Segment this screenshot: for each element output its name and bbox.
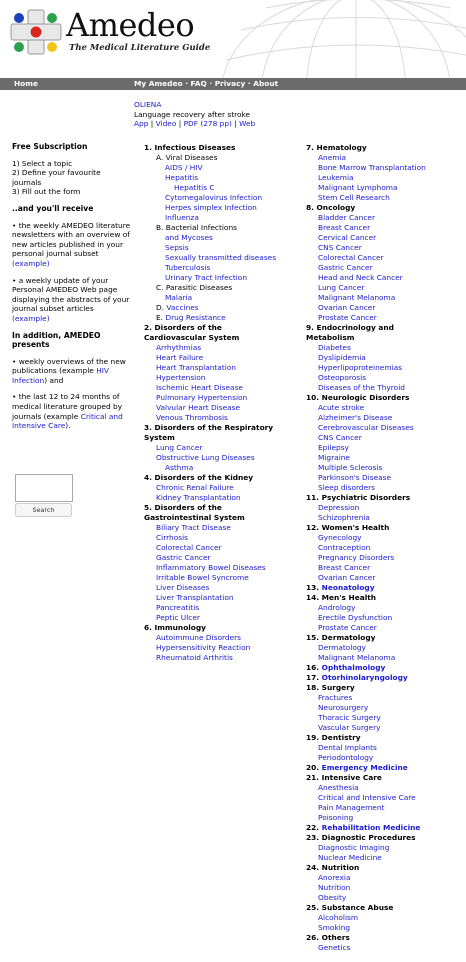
topic-category: 18. Surgery [306, 683, 355, 692]
topic-link-cirrhosis[interactable]: Cirrhosis [156, 533, 188, 542]
hiv-example-link[interactable]: HIV Infection [12, 366, 109, 385]
topic-link-ovarian-cancer[interactable]: Ovarian Cancer [318, 303, 376, 312]
category-number: 22. [306, 823, 322, 832]
topic-link-hypertension[interactable]: Hypertension [156, 373, 206, 382]
topic-link-urinary-tract-infection[interactable]: Urinary Tract Infection [165, 273, 248, 282]
topic-link-hepatitis[interactable]: Hepatitis [165, 173, 199, 182]
topic-link-obesity[interactable]: Obesity [318, 893, 347, 902]
overviews-text-end: ) and [44, 375, 64, 385]
category-number: 20. [306, 763, 322, 772]
topic-link-acute-stroke[interactable]: Acute stroke [318, 403, 365, 412]
addition-heading: In addition, AMEDEO presents [12, 330, 101, 350]
topic-category: 5. Disorders of the [144, 503, 222, 512]
topic-link-biliary-tract-disease[interactable]: Biliary Tract Disease [156, 523, 231, 532]
topic-category: 23. Diagnostic Procedures [306, 833, 416, 842]
topic-link-liver-diseases[interactable]: Liver Diseases [156, 583, 210, 592]
topic-link-leukemia[interactable]: Leukemia [318, 173, 354, 182]
topic-link-neonatology[interactable]: Neonatology [321, 583, 375, 592]
topic-category: 2. Disorders of the [144, 323, 222, 332]
topic-category: 15. Dermatology [306, 633, 376, 642]
topic-link-dental-implants[interactable]: Dental Implants [318, 743, 377, 752]
journals-text: • the last 12 to 24 months of medical literature grouped by journals (example [12, 392, 123, 421]
topic-category: 10. Neurologic Disorders [306, 393, 410, 402]
journals-text-end: ). [65, 421, 71, 431]
topic-category: 26. Others [306, 933, 350, 942]
topic-link-pancreatitis[interactable]: Pancreatitis [156, 603, 200, 612]
search-button[interactable]: Search [15, 503, 72, 517]
topic-link-vascular-surgery[interactable]: Vascular Surgery [318, 723, 381, 732]
logo-wordmark: Amedeo [66, 6, 195, 44]
topic-link-anorexia[interactable]: Anorexia [318, 873, 351, 882]
topic-link-hepatitis-c[interactable]: Hepatitis C [174, 183, 215, 192]
topic-link-schizophrenia[interactable]: Schizophrenia [318, 513, 370, 522]
topic-link-thoracic-surgery[interactable]: Thoracic Surgery [318, 713, 381, 722]
nav-bar [0, 78, 466, 90]
step-1: 1) Select a topic [12, 158, 73, 168]
topic-category: 25. Substance Abuse [306, 903, 394, 912]
topic-link-diseases-of-the-thyroid[interactable]: Diseases of the Thyroid [318, 383, 405, 392]
article-link-video[interactable]: Video [155, 119, 177, 129]
nav-link-about[interactable]: About [253, 79, 279, 88]
topic-category: 12. Women's Health [306, 523, 390, 532]
topic-link-vaccines[interactable]: Vaccines [166, 303, 199, 312]
topic-link-colorectal-cancer[interactable]: Colorectal Cancer [156, 543, 222, 552]
category-number: 13. [306, 583, 322, 592]
nav-link-faq[interactable]: FAQ [190, 79, 207, 88]
topic-column-1 [144, 143, 304, 663]
topic-link-periodontology[interactable]: Periodontology [318, 753, 374, 762]
topic-link-stem-cell-research[interactable]: Stem Cell Research [318, 193, 390, 202]
article-link-separator: | [231, 119, 240, 129]
topic-category: Cardiovascular System [144, 333, 240, 342]
topic-column-2 [306, 143, 466, 953]
topic-link-nuclear-medicine[interactable]: Nuclear Medicine [318, 853, 382, 862]
topic-link-sepsis[interactable]: Sepsis [165, 243, 189, 252]
topic-link-herpes-simplex-infection[interactable]: Herpes simplex Infection [165, 203, 257, 212]
topic-link-breast-cancer[interactable]: Breast Cancer [318, 223, 371, 232]
topic-subgroup [144, 313, 304, 323]
topic-link-breast-cancer[interactable]: Breast Cancer [318, 563, 371, 572]
webpage-example-link[interactable]: (example) [12, 313, 50, 323]
topic-category [306, 763, 466, 773]
logo-tagline: The Medical Literature Guide [69, 43, 211, 53]
topic-link-cns-cancer[interactable]: CNS Cancer [318, 243, 362, 252]
topic-link-pulmonary-hypertension[interactable]: Pulmonary Hypertension [156, 393, 248, 402]
webpage-bullet [12, 276, 132, 324]
topic-link-liver-transplantation[interactable]: Liver Transplantation [156, 593, 234, 602]
topic-link-parkinson-s-disease[interactable]: Parkinson's Disease [318, 473, 392, 482]
critical-care-example-link[interactable]: Critical and Intensive Care [12, 411, 123, 431]
topic-link-lung-cancer[interactable]: Lung Cancer [318, 283, 365, 292]
topic-link-genetics[interactable]: Genetics [318, 943, 351, 952]
topic-link-andrology[interactable]: Andrology [318, 603, 356, 612]
globe-graphic [206, 0, 466, 78]
logo-cross-icon [8, 8, 64, 56]
topic-link-drug-resistance[interactable]: Drug Resistance [165, 313, 226, 322]
topic-link-rheumatoid-arthritis[interactable]: Rheumatoid Arthritis [156, 653, 233, 662]
article-link-web[interactable]: Web [239, 119, 256, 129]
topic-link-irritable-bowel-syncrome[interactable]: Irritable Bowel Syncrome [156, 573, 249, 582]
topic-category: 11. Psychiatric Disorders [306, 493, 411, 502]
search-input[interactable] [15, 474, 73, 502]
topic-link-gastric-cancer[interactable]: Gastric Cancer [318, 263, 373, 272]
featured-article [134, 100, 255, 129]
topic-category [306, 583, 466, 593]
topic-link-influenza[interactable]: Influenza [165, 213, 199, 222]
topic-link-epilepsy[interactable]: Epilepsy [318, 443, 349, 452]
topic-category: 7. Hematology [306, 143, 367, 152]
article-link-pdf[interactable]: PDF (278 pp) [183, 119, 232, 129]
topic-link-malignant-melanoma[interactable]: Malignant Melanoma [318, 293, 396, 302]
topic-link-migraine[interactable]: Migraine [318, 453, 350, 462]
topic-link-cerebrovascular-diseases[interactable]: Cerebrovascular Diseases [318, 423, 414, 432]
topic-link-ophthalmology[interactable]: Ophthalmology [321, 663, 386, 672]
topic-category [306, 673, 466, 683]
topic-link-asthma[interactable]: Asthma [165, 463, 194, 472]
nav-separator: · [206, 79, 215, 88]
topic-link-anesthesia[interactable]: Anesthesia [318, 783, 359, 792]
topic-link-osteoporosis[interactable]: Osteoporosis [318, 373, 366, 382]
topic-category: 19. Dentistry [306, 733, 361, 742]
topic-link-obstructive-lung-diseases[interactable]: Obstructive Lung Diseases [156, 453, 255, 462]
category-number: 17. [306, 673, 322, 682]
topic-link-nutrition[interactable]: Nutrition [318, 883, 351, 892]
topic-link-bladder-cancer[interactable]: Bladder Cancer [318, 213, 375, 222]
overviews-text: • weekly overviews of the new publications (example [12, 356, 126, 376]
topic-link-emergency-medicine[interactable]: Emergency Medicine [321, 763, 408, 772]
topic-category: Metabolism [306, 333, 355, 342]
receive-heading: ..and you'll receive [12, 203, 94, 213]
header [0, 0, 466, 78]
topic-link-contraception[interactable]: Contraception [318, 543, 371, 552]
topic-link-aids-hiv[interactable]: AIDS / HIV [165, 163, 203, 172]
topic-link-depression[interactable]: Depression [318, 503, 360, 512]
topic-link-venous-thrombosis[interactable]: Venous Thrombosis [156, 413, 228, 422]
topic-link-smoking[interactable]: Smoking [318, 923, 351, 932]
topic-link-dermatology[interactable]: Dermatology [318, 643, 366, 652]
topic-link-gynecology[interactable]: Gynecology [318, 533, 362, 542]
newsletter-example-link[interactable]: (example) [12, 258, 50, 268]
category-number: 16. [306, 663, 322, 672]
topic-link-erectile-dysfunction[interactable]: Erectile Dysfunction [318, 613, 393, 622]
topic-category: 8. Oncology [306, 203, 356, 212]
overviews-bullet [12, 357, 132, 386]
topic-link-lung-cancer[interactable]: Lung Cancer [156, 443, 203, 452]
topic-category: 1. Infectious Diseases [144, 143, 236, 152]
topic-link-malignant-lymphoma[interactable]: Malignant Lymphoma [318, 183, 398, 192]
topic-link-rehabilitation-medicine[interactable]: Rehabilitation Medicine [321, 823, 421, 832]
topic-link-poisoning[interactable]: Poisoning [318, 813, 354, 822]
topic-category: 21. Intensive Care [306, 773, 382, 782]
topic-link-head-and-neck-cancer[interactable]: Head and Neck Cancer [318, 273, 403, 282]
topic-subgroup [144, 303, 304, 313]
topic-link-ischemic-heart-disease[interactable]: Ischemic Heart Disease [156, 383, 243, 392]
topic-link-valvular-heart-disease[interactable]: Valvular Heart Disease [156, 403, 241, 412]
step-2: 2) Define your favourite journals [12, 168, 101, 187]
topic-link-and-mycoses[interactable]: and Mycoses [165, 233, 213, 242]
topic-link-anemia[interactable]: Anemia [318, 153, 347, 162]
topic-link-colorectal-cancer[interactable]: Colorectal Cancer [318, 253, 384, 262]
nav-link-privacy[interactable]: Privacy [214, 79, 246, 88]
topic-category: 3. Disorders of the Respiratory [144, 423, 274, 432]
topic-link-hyperlipoproteinemias[interactable]: Hyperlipoproteinemias [318, 363, 402, 372]
topic-link-dyslipidemia[interactable]: Dyslipidemia [318, 353, 366, 362]
topic-link-tuberculosis[interactable]: Tuberculosis [165, 263, 211, 272]
topic-link-diagnostic-imaging[interactable]: Diagnostic Imaging [318, 843, 390, 852]
article-link-separator: | [176, 119, 184, 129]
article-subtitle: Language recovery after stroke [134, 109, 251, 119]
topic-link-heart-failure[interactable]: Heart Failure [156, 353, 204, 362]
topic-category: System [144, 433, 175, 442]
topic-link-pregnancy-disorders[interactable]: Pregnancy Disorders [318, 553, 395, 562]
topic-link-cytomegalovirus-infection[interactable]: Cytomegalovirus Infection [165, 193, 263, 202]
topic-link-multiple-sclerosis[interactable]: Multiple Sclerosis [318, 463, 383, 472]
topic-subgroup: A. Viral Diseases [156, 153, 218, 162]
subgroup-letter: E. [156, 313, 166, 322]
topic-link-heart-transplantation[interactable]: Heart Transplantation [156, 363, 236, 372]
topic-link-prostate-cancer[interactable]: Prostate Cancer [318, 313, 377, 322]
topic-link-malignant-melanoma[interactable]: Malignant Melanoma [318, 653, 396, 662]
topic-category [306, 663, 466, 673]
newsletter-bullet [12, 221, 132, 269]
topic-link-hypersensitivity-reaction[interactable]: Hypersensitivity Reaction [156, 643, 251, 652]
webpage-text: • a weekly update of your Personal AMEDEO Web page displaying the abstracts of your journal subset articles [12, 275, 130, 314]
topic-link-otorhinolaryngology[interactable]: Otorhinolaryngology [321, 673, 408, 682]
topic-category: 4. Disorders of the Kidney [144, 473, 254, 482]
topic-category: 6. Immunology [144, 623, 206, 632]
topic-link-sleep-disorders[interactable]: Sleep disorders [318, 483, 376, 492]
topic-link-cns-cancer[interactable]: CNS Cancer [318, 433, 362, 442]
topic-link-alcoholism[interactable]: Alcoholism [318, 913, 359, 922]
topic-link-cervical-cancer[interactable]: Cervical Cancer [318, 233, 377, 242]
article-link-separator: | [148, 119, 156, 129]
topic-link-neurosurgery[interactable]: Neurosurgery [318, 703, 369, 712]
topic-link-pain-management[interactable]: Pain Management [318, 803, 385, 812]
topic-category: 9. Endocrinology and [306, 323, 394, 332]
nav-separator: · [245, 79, 254, 88]
step-3: 3) Fill out the form [12, 187, 81, 197]
subscription-heading: Free Subscription [12, 142, 88, 151]
nav-separator: · [182, 79, 191, 88]
nav-home-link[interactable]: Home [14, 79, 38, 88]
newsletter-text: • the weekly AMEDEO literature newsletters with an overview of new articles published in your personal journal subset [12, 220, 131, 259]
topic-link-critical-and-intensive-care[interactable]: Critical and Intensive Care [318, 793, 416, 802]
topic-link-ovarian-cancer[interactable]: Ovarian Cancer [318, 573, 376, 582]
topic-category: Gastrointestinal System [144, 513, 245, 522]
article-link-app[interactable]: App [134, 119, 149, 129]
topic-link-alzheimer-s-disease[interactable]: Alzheimer's Disease [318, 413, 393, 422]
nav-link-my-amedeo[interactable]: My Amedeo [134, 79, 183, 88]
topic-link-sexually-transmitted-diseases[interactable]: Sexually transmitted diseases [165, 253, 277, 262]
topic-category [306, 823, 466, 833]
topic-link-gastric-cancer[interactable]: Gastric Cancer [156, 553, 211, 562]
topic-link-bone-marrow-transplantation[interactable]: Bone Marrow Transplantation [318, 163, 426, 172]
topic-link-malaria[interactable]: Malaria [165, 293, 193, 302]
topic-link-kidney-transplantation[interactable]: Kidney Transplantation [156, 493, 241, 502]
journals-bullet [12, 392, 132, 430]
topic-link-arrhythmias[interactable]: Arrhythmias [156, 343, 202, 352]
topic-link-diabetes[interactable]: Diabetes [318, 343, 351, 352]
topic-category: 24. Nutrition [306, 863, 360, 872]
subgroup-letter: D. [156, 303, 167, 312]
article-links [134, 119, 255, 129]
topic-category: 14. Men's Health [306, 593, 377, 602]
topic-link-inflammatory-bowel-diseases[interactable]: Inflammatory Bowel Diseases [156, 563, 266, 572]
topic-link-chronic-renal-failure[interactable]: Chronic Renal Failure [156, 483, 234, 492]
topic-subgroup: C. Parasitic Diseases [156, 283, 233, 292]
nav-links [134, 78, 278, 90]
topic-link-autoimmune-disorders[interactable]: Autoimmune Disorders [156, 633, 242, 642]
topic-link-fractures[interactable]: Fractures [318, 693, 353, 702]
topic-link-peptic-ulcer[interactable]: Peptic Ulcer [156, 613, 200, 622]
topic-subgroup: B. Bacterial Infections [156, 223, 237, 232]
article-title-link[interactable]: OLIENA [134, 100, 162, 109]
topic-link-prostate-cancer[interactable]: Prostate Cancer [318, 623, 377, 632]
sidebar [12, 142, 132, 431]
